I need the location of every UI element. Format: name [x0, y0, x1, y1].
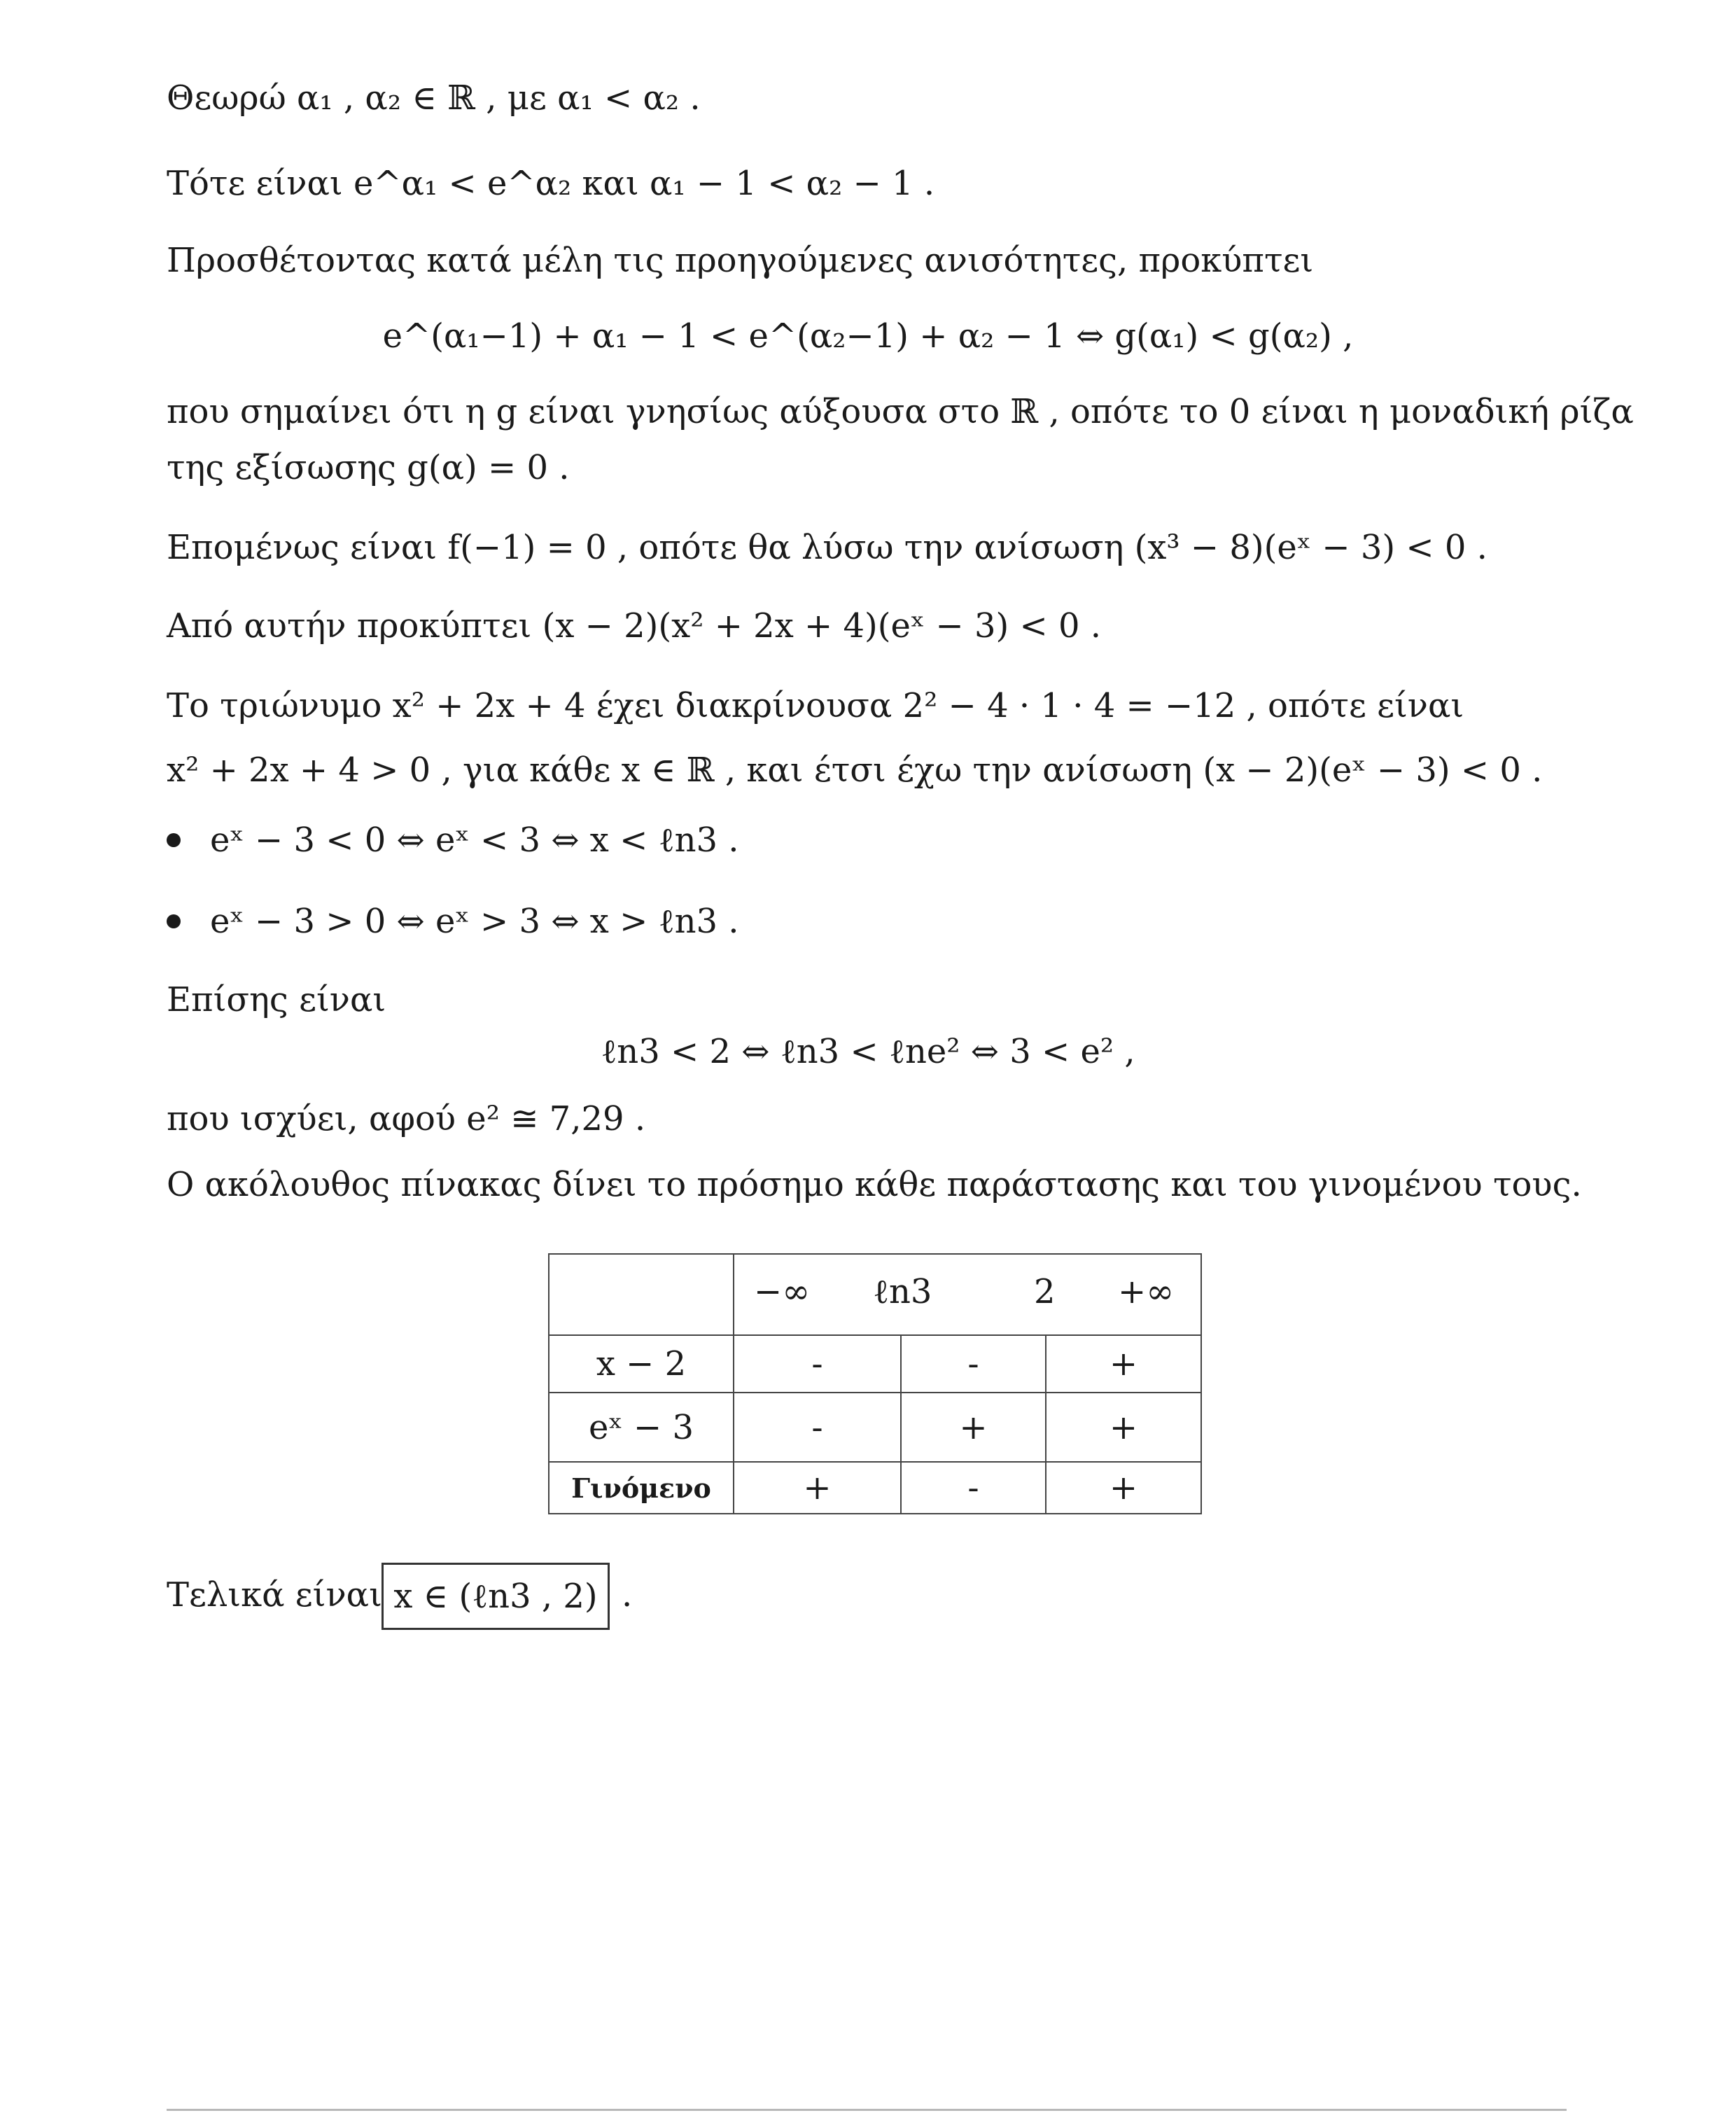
text-line-discriminant: Το τριώνυμο x² + 2x + 4 έχει διακρίνουσα 2² − 4 · 1 · 4 = −12 , οπότε είναι: [167, 686, 1464, 725]
equation-ln3: ℓn3 < 2 ⇔ ℓn3 < ℓne² ⇔ 3 < e² ,: [601, 1032, 1135, 1071]
table-corner-cell: [549, 1254, 734, 1335]
bullet-point: [167, 914, 181, 928]
sign-cell: +: [1046, 1335, 1201, 1393]
sign-cell: +: [1046, 1462, 1201, 1514]
equation-monotonic: e^(α₁−1) + α₁ − 1 < e^(α₂−1) + α₂ − 1 ⇔ g(α₁) < g(α₂) ,: [382, 316, 1354, 356]
final-period: .: [622, 1575, 633, 1615]
sign-cell: -: [901, 1462, 1046, 1514]
footer-rule: [167, 2109, 1567, 2111]
row-label-product: Γινόμενο: [549, 1462, 734, 1514]
text-line-inequality: Επομένως είναι f(−1) = 0 , οπότε θα λύσω την ανίσωση (x³ − 8)(eˣ − 3) < 0 .: [167, 528, 1488, 567]
axis-label-two: 2: [1034, 1272, 1056, 1311]
sign-cell: +: [901, 1393, 1046, 1462]
text-line-reduced-inequality: x² + 2x + 4 > 0 , για κάθε x ∈ ℝ , και έτσι έχω την ανίσωση (x − 2)(eˣ − 3) < 0 .: [167, 751, 1543, 790]
bullet-point: [167, 833, 181, 847]
sign-cell: -: [734, 1393, 901, 1462]
text-line-adding: Προσθέτοντας κατά μέλη τις προηγούμενες ανισότητες, προκύπτει: [167, 241, 1314, 280]
sign-cell: -: [901, 1335, 1046, 1393]
text-line-increasing: που σημαίνει ότι η g είναι γνησίως αύξουσα στο ℝ , οπότε το 0 είναι η μοναδική ρίζα: [167, 392, 1634, 431]
axis-label-ln3: ℓn3: [873, 1272, 932, 1311]
table-row: [549, 1393, 1201, 1462]
text-line-exp-inequality: Τότε είναι e^α₁ < e^α₂ και α₁ − 1 < α₂ − 1 .: [167, 164, 935, 203]
axis-cell: [734, 1254, 1201, 1335]
row-label: eˣ − 3: [549, 1393, 734, 1462]
text-line-assumption: Θεωρώ α₁ , α₂ ∈ ℝ , με α₁ < α₂ .: [167, 78, 701, 118]
final-label: Τελικά είναι: [167, 1575, 382, 1615]
text-line-also: Επίσης είναι: [167, 980, 386, 1019]
sign-table: [548, 1253, 1202, 1514]
bullet-item-positive: eˣ − 3 > 0 ⇔ eˣ > 3 ⇔ x > ℓn3 .: [210, 902, 739, 941]
text-line-equation-root: της εξίσωσης g(α) = 0 .: [167, 448, 570, 487]
row-label: x − 2: [549, 1335, 734, 1393]
table-row: [549, 1335, 1201, 1393]
final-answer-box: x ∈ (ℓn3 , 2): [382, 1563, 610, 1630]
sign-cell: +: [734, 1462, 901, 1514]
axis-label-plus-infinity: +∞: [1118, 1272, 1175, 1311]
table-header-row: [549, 1254, 1201, 1335]
text-line-factorization: Από αυτήν προκύπτει (x − 2)(x² + 2x + 4)(eˣ − 3) < 0 .: [167, 606, 1102, 646]
table-row: [549, 1462, 1201, 1514]
sign-cell: -: [734, 1335, 901, 1393]
sign-cell: +: [1046, 1393, 1201, 1462]
axis-label-minus-infinity: −∞: [754, 1272, 811, 1311]
text-line-holds: που ισχύει, αφού e² ≅ 7,29 .: [167, 1099, 646, 1138]
bullet-item-negative: eˣ − 3 < 0 ⇔ eˣ < 3 ⇔ x < ℓn3 .: [210, 821, 739, 860]
text-line-table-intro: Ο ακόλουθος πίνακας δίνει το πρόσημο κάθε παράστασης και του γινομένου τους.: [167, 1165, 1582, 1204]
